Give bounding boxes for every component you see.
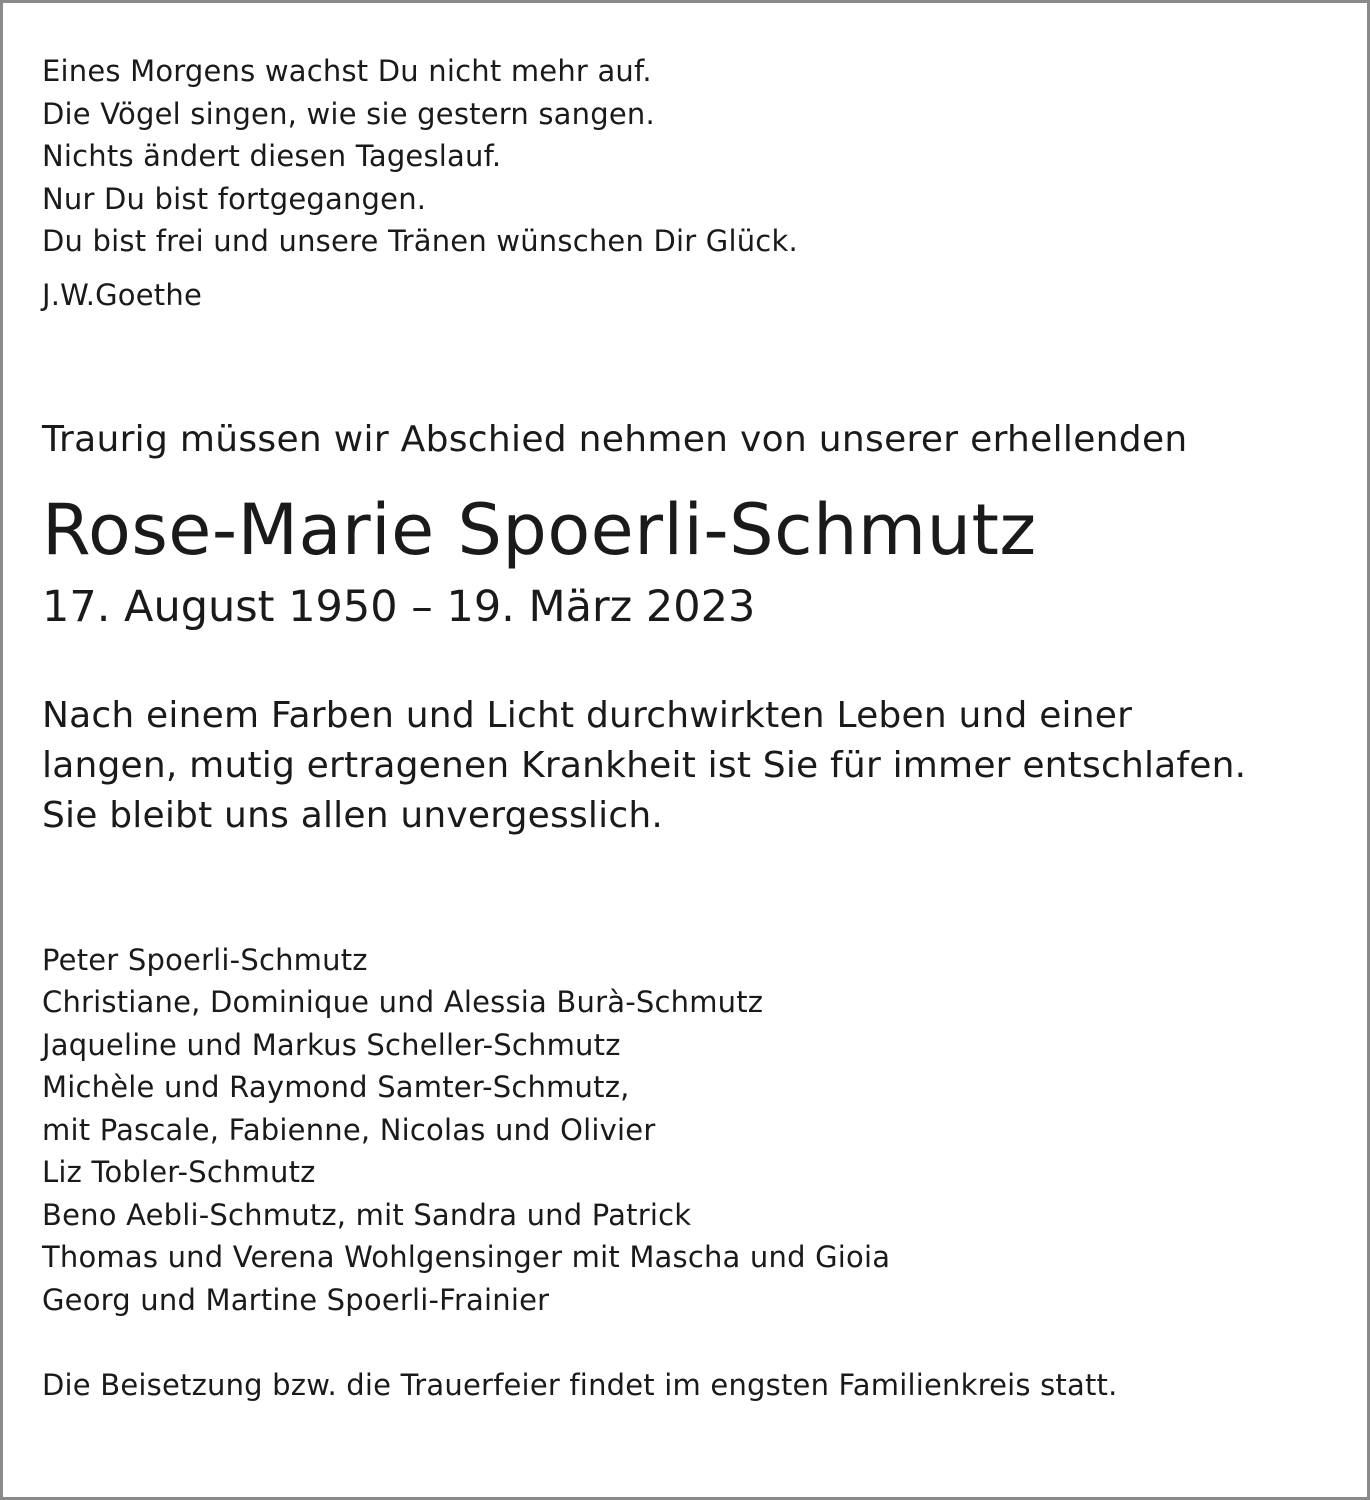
poem-line: Nur Du bist fortgegangen. <box>42 181 427 216</box>
mourner-line: Liz Tobler-Schmutz <box>42 1155 316 1189</box>
poem-author: J.W.Goethe <box>42 277 202 312</box>
mourner-line: Michèle und Raymond Samter-Schmutz, <box>42 1070 630 1104</box>
mourner-line: Christiane, Dominique und Alessia Burà-Schmutz <box>42 985 764 1019</box>
poem-line: Du bist frei und unsere Tränen wünschen Dir Glück. <box>42 224 798 258</box>
poem-line: Eines Morgens wachst Du nicht mehr auf. <box>42 54 652 88</box>
poem-line: Die Vögel singen, wie sie gestern sangen. <box>42 96 655 131</box>
mourner-line: Thomas und Verena Wohlgensinger mit Mascha und Gioia <box>42 1240 891 1274</box>
poem-line: Nichts ändert diesen Tageslauf. <box>42 139 502 173</box>
tribute-line: Sie bleibt uns allen unvergesslich. <box>42 794 663 836</box>
tribute-line: langen, mutig ertragenen Krankheit ist Sie für immer entschlafen. <box>42 744 1247 786</box>
tribute-line: Nach einem Farben und Licht durchwirkten Leben und einer <box>42 694 1133 736</box>
deceased-name: Rose-Marie Spoerli-Schmutz <box>42 488 1037 571</box>
obituary-content <box>42 50 1342 1406</box>
mourner-line: Beno Aebli-Schmutz, mit Sandra und Patrick <box>42 1197 692 1232</box>
tribute <box>42 691 1342 841</box>
mourner-line: mit Pascale, Fabienne, Nicolas und Olivier <box>42 1112 656 1147</box>
life-dates: 17. August 1950 – 19. März 2023 <box>42 581 756 632</box>
funeral-notice: Die Beisetzung bzw. die Trauerfeier findet im engsten Familienkreis statt. <box>42 1368 1118 1402</box>
mourner-line: Georg und Martine Spoerli-Frainier <box>42 1282 550 1317</box>
mourner-line: Peter Spoerli-Schmutz <box>42 942 368 977</box>
intro-text: Traurig müssen wir Abschied nehmen von unserer erhellenden <box>42 418 1188 460</box>
mourners-list <box>42 939 1342 1322</box>
mourner-line: Jaqueline und Markus Scheller-Schmutz <box>42 1027 621 1062</box>
poem <box>42 50 1342 315</box>
